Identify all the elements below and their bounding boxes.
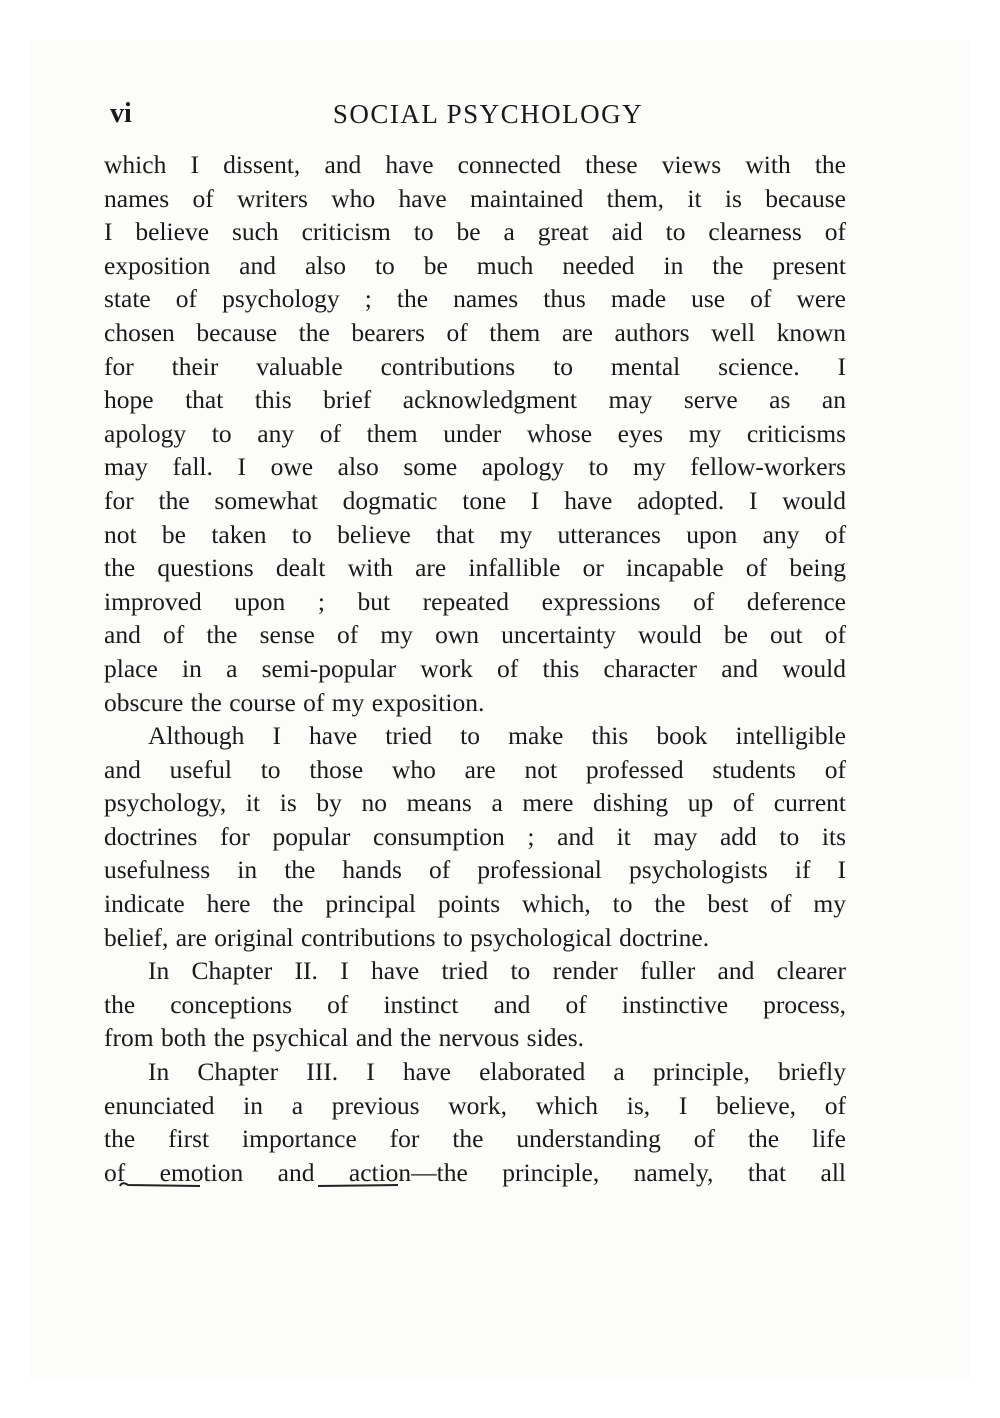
- text-line: usefulness in the hands of professional psychologists if I: [104, 855, 846, 885]
- text-line: In Chapter II. I have tried to render fuller and clearer: [148, 956, 846, 986]
- text-line: which I dissent, and have connected these views with the: [104, 150, 846, 179]
- text-line: hope that this brief acknowledgment may serve as an: [104, 385, 846, 415]
- text-line: for their valuable contributions to mental science. I: [104, 351, 846, 381]
- text-line: apology to any of them under whose eyes my criticisms: [104, 418, 846, 448]
- text-line: for the somewhat dogmatic tone I have adopted. I would: [104, 485, 846, 515]
- text-line: enunciated in a previous work, which is, I believe, of: [104, 1090, 846, 1120]
- text-line: of emotion and action—the principle, namely, that all: [104, 1157, 846, 1187]
- body-text: [104, 148, 846, 1189]
- text-line: the first importance for the understanding of the life: [104, 1124, 846, 1154]
- text-line: exposition and also to be much needed in the present: [104, 250, 846, 280]
- running-head: SOCIAL PSYCHOLOGY: [332, 99, 644, 129]
- text-line: doctrines for popular consumption ; and it may add to its: [104, 821, 846, 851]
- page-number: vi: [110, 98, 132, 129]
- text-line: obscure the course of my exposition.: [104, 687, 485, 717]
- text-line: chosen because the bearers of them are authors well known: [104, 317, 846, 347]
- text-line: In Chapter III. I have elaborated a principle, briefly: [148, 1057, 846, 1087]
- text-line: state of psychology ; the names thus made use of were: [104, 284, 846, 314]
- text-line: and of the sense of my own uncertainty would be out of: [104, 620, 846, 650]
- text-line: place in a semi-popular work of this character and would: [104, 653, 846, 683]
- text-line: indicate here the principal points which, to the best of my: [104, 889, 846, 919]
- text-line: may fall. I owe also some apology to my fellow-workers: [104, 452, 846, 482]
- text-line: psychology, it is by no means a mere dishing up of current: [104, 788, 846, 818]
- text-line: and useful to those who are not professed students of: [104, 754, 846, 784]
- text-line: names of writers who have maintained them, it is because: [104, 183, 846, 213]
- text-line: the questions dealt with are infallible or incapable of being: [104, 553, 846, 583]
- page-header: [108, 98, 848, 138]
- text-line: improved upon ; but repeated expressions of deference: [104, 586, 846, 616]
- text-line: from both the psychical and the nervous sides.: [104, 1023, 585, 1053]
- text-line: I believe such criticism to be a great aid to clearness of: [104, 217, 846, 247]
- text-line: the conceptions of instinct and of instinctive process,: [104, 989, 846, 1019]
- text-line: not be taken to believe that my utterances upon any of: [104, 519, 846, 549]
- text-line: belief, are original contributions to psychological doctrine.: [104, 922, 710, 952]
- text-line: Although I have tried to make this book intelligible: [148, 721, 846, 751]
